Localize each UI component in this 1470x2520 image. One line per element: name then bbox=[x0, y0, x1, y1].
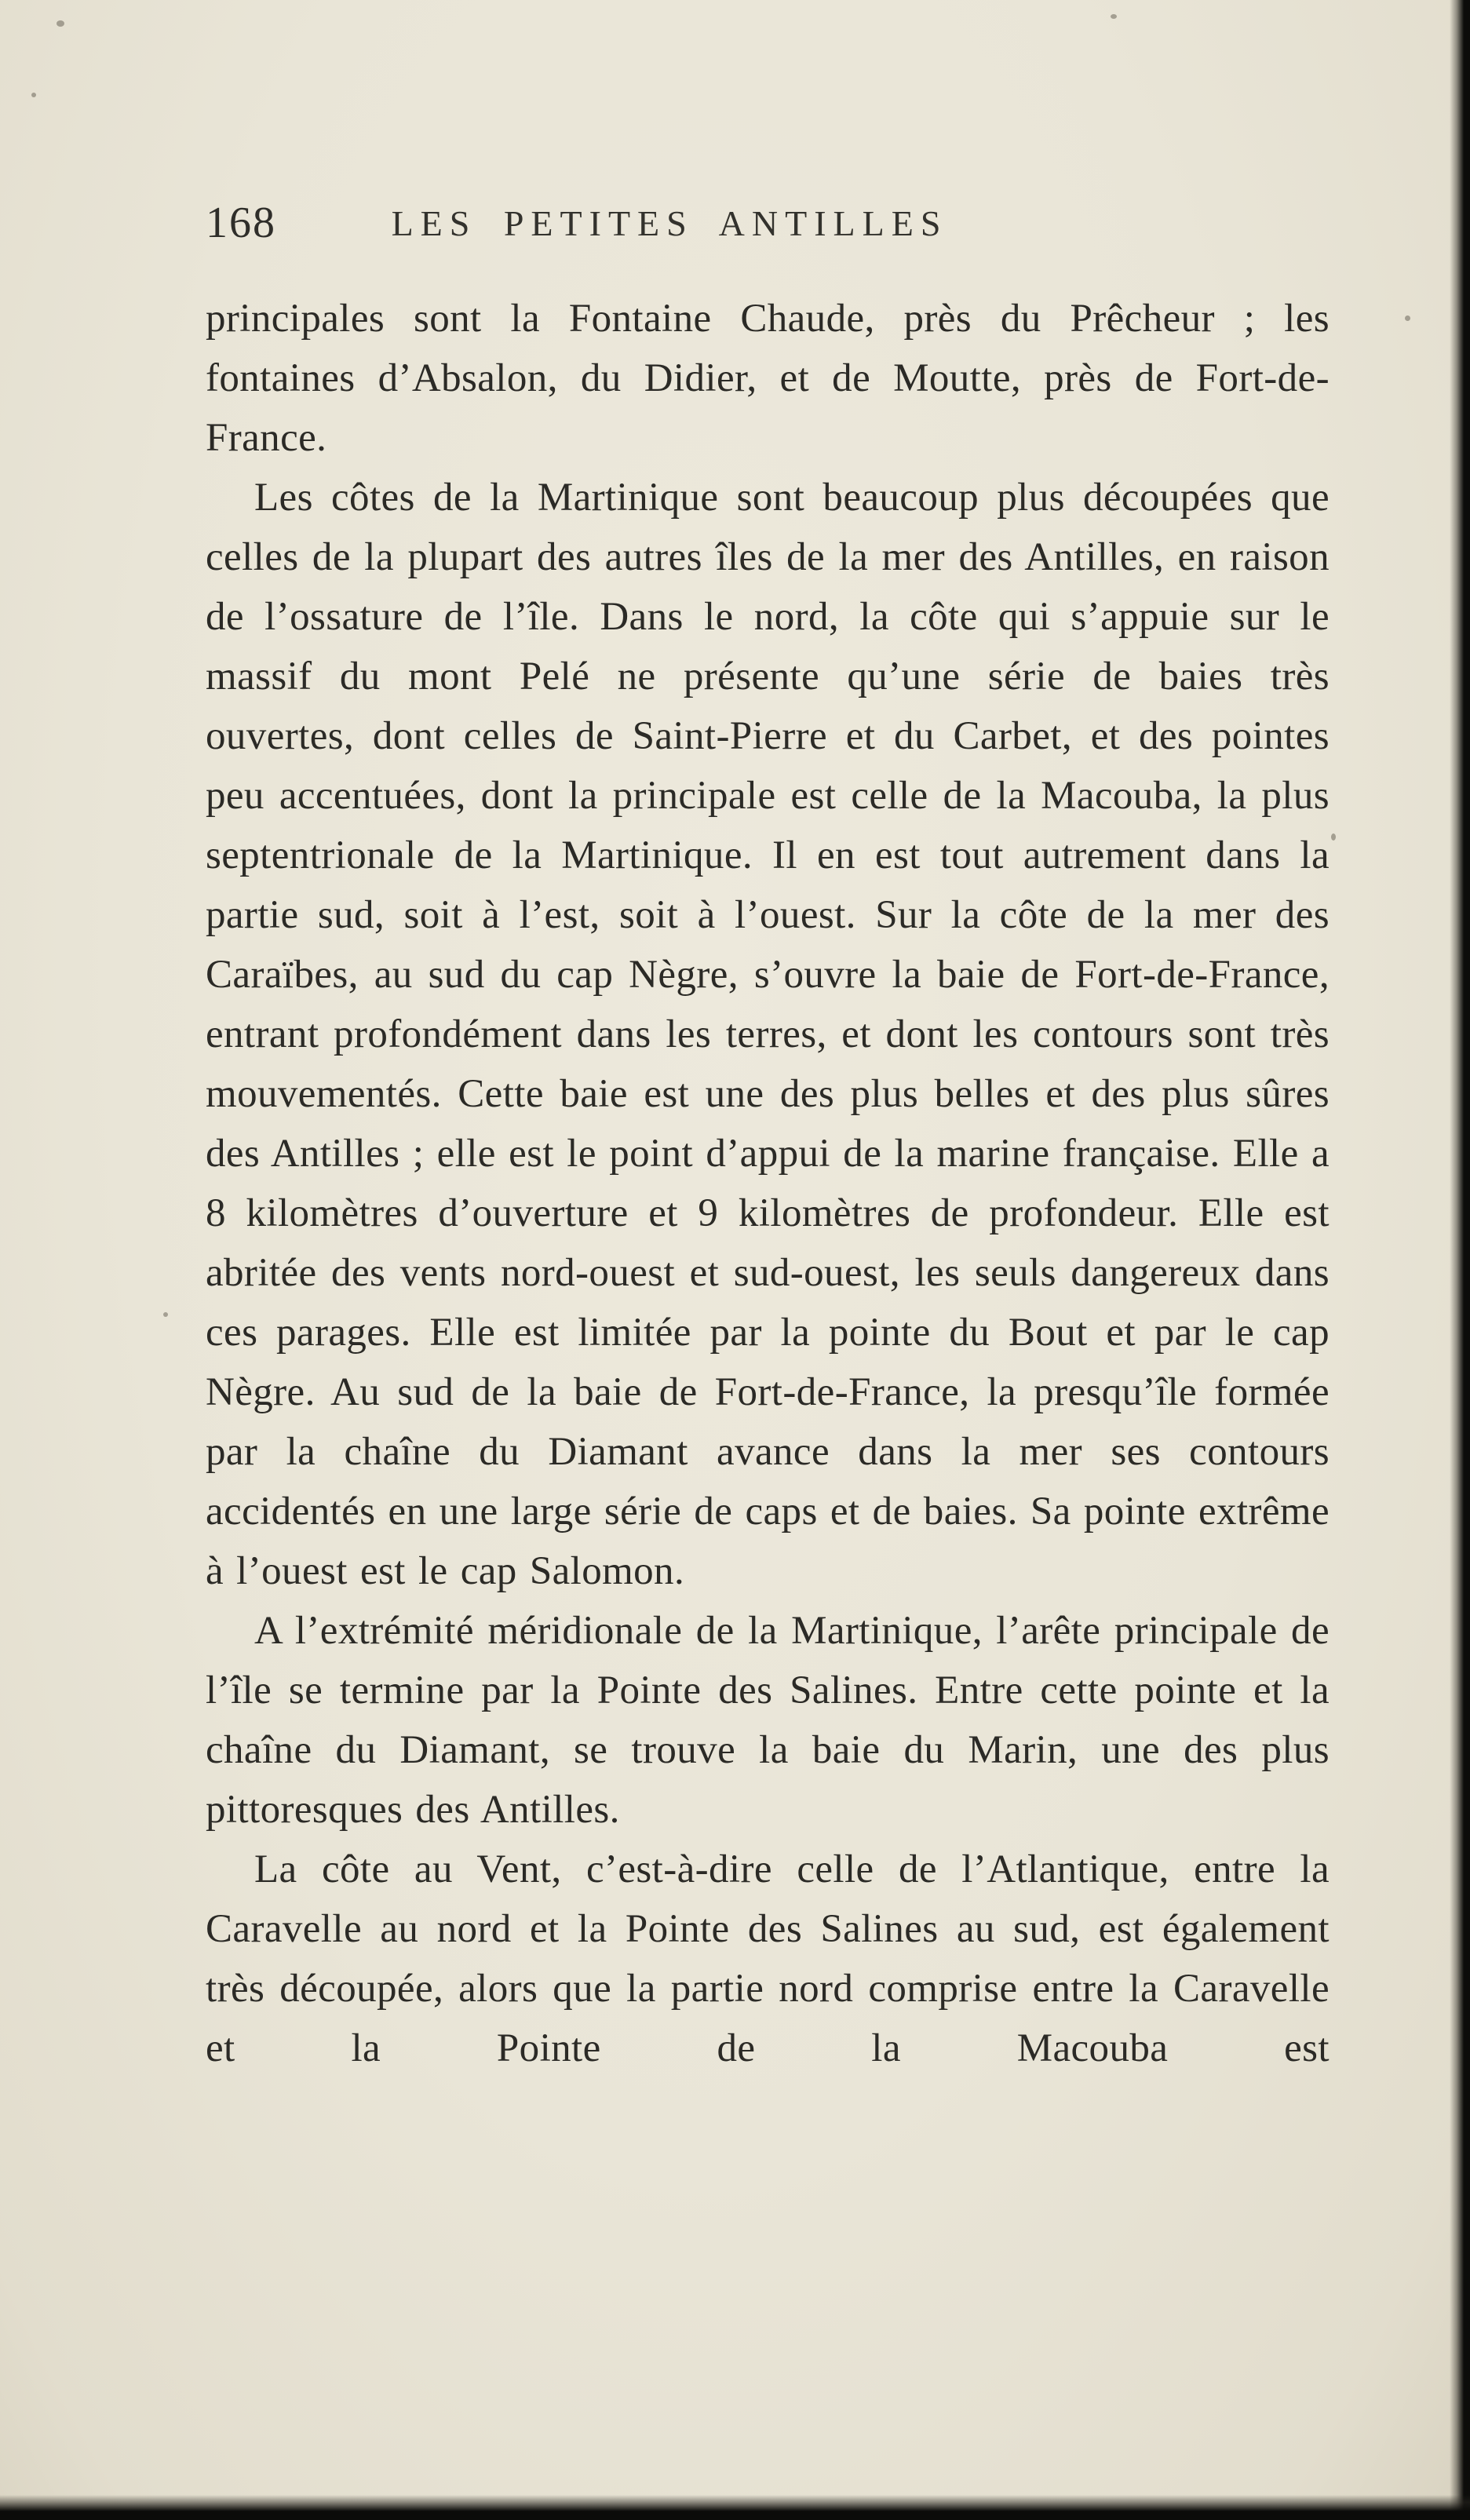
page-content bbox=[206, 198, 1330, 2078]
running-title: LES PETITES ANTILLES bbox=[391, 203, 948, 243]
dust-speck bbox=[1405, 315, 1410, 321]
running-header bbox=[206, 198, 1330, 270]
paragraph: principales sont la Fontaine Chaude, près du Prêcheur ; les fontaines d’Absalon, du Didier, et de Moutte, près de Fort-de-France. bbox=[206, 297, 1330, 460]
paragraph: A l’extrémité méridionale de la Martinique, l’arête principale de l’île se termine par la Pointe des Salines. Entre cette pointe et la chaîne du Diamant, se trouve la baie du Marin, une des plus pittoresques des Antilles. bbox=[206, 1609, 1330, 1832]
scan-edge-bottom bbox=[0, 2495, 1470, 2520]
dust-speck bbox=[31, 93, 36, 97]
page-number: 168 bbox=[206, 199, 276, 247]
paragraph: Les côtes de la Martinique sont beaucoup plus découpées que celles de la plupart des autres îles de la mer des Antilles, en raison de l’ossature de l’île. Dans le nord, la côte qui s’appuie sur le massif du mont Pelé ne présente qu’une série de baies très ouvertes, dont celles de Saint-Pierre et du Carbet, et des pointes peu accentuées, dont la principale est celle de la Macouba, la plus septentrionale de la Martinique. Il en est tout autrement dans la partie sud, soit à l’est, soit à l’ouest. Sur la côte de la mer des Caraïbes, au sud du cap Nègre, s’ouvre la baie de Fort-de-France, entrant profondément dans les terres, et dont les contours sont très mouvementés. Cette baie est une des plus belles et des plus sûres des Antilles ; elle est le point d’appui de la marine française. Elle a 8 kilomètres d’ouverture et 9 kilomètres de profondeur. Elle est abritée des vents nord-ouest et sud-ouest, les seuls dangereux dans ces parages. Elle est limitée par la pointe du Bout et par le cap Nègre. Au sud de la baie de Fort-de-France, la presqu’île formée par la chaîne du Diamant avance dans la mer ses contours accidentés en une large série de caps et de baies. Sa pointe extrême à l’ouest est le cap Salomon. bbox=[206, 476, 1330, 1593]
dust-speck bbox=[57, 20, 64, 27]
body-text bbox=[206, 289, 1330, 2078]
dust-speck bbox=[1111, 14, 1117, 19]
paragraph: La côte au Vent, c’est-à-dire celle de l’Atlantique, entre la Caravelle au nord et la Pointe des Salines au sud, est également très découpée, alors que la partie nord comprise entre la Caravelle et la Pointe de la Macouba est bbox=[206, 1847, 1330, 2070]
dust-speck bbox=[1331, 833, 1336, 841]
scan-edge-right bbox=[1450, 0, 1470, 2520]
dust-speck bbox=[163, 1312, 168, 1317]
